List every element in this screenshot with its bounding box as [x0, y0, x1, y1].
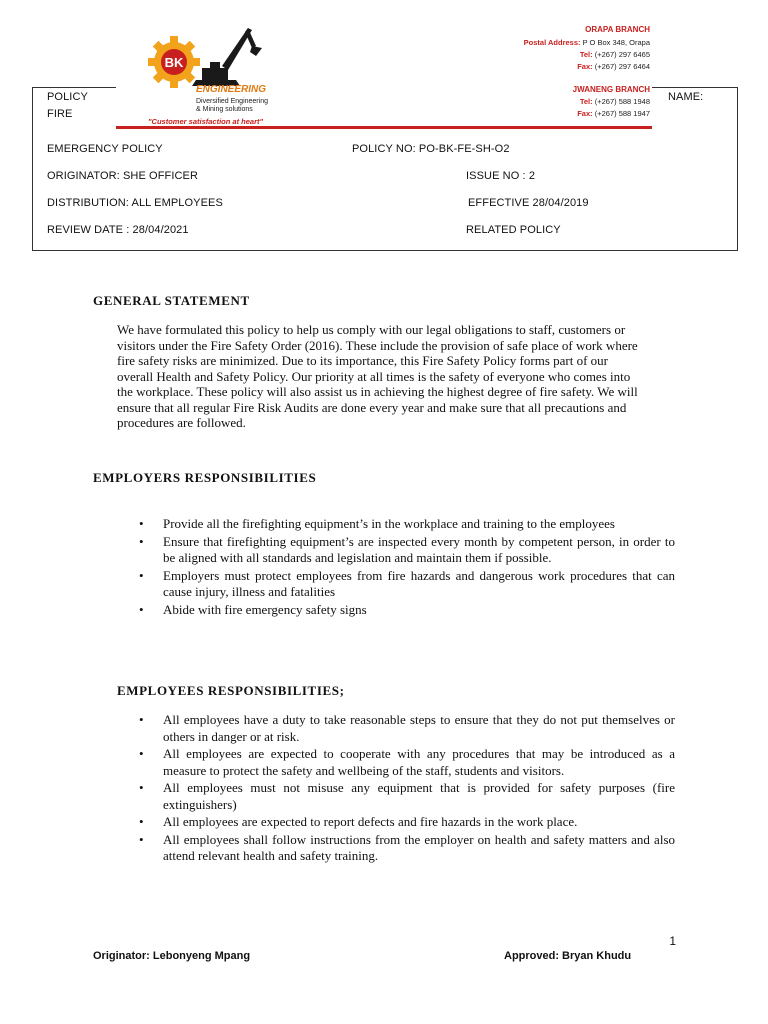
employers-list — [139, 516, 675, 619]
brand-slogan: "Customer satisfaction at heart" — [148, 117, 264, 126]
excavator-icon — [192, 28, 262, 86]
list-item: • All employees must not misuse any equipment that is provided for safety purposes (fire extinguishers) — [139, 780, 675, 812]
name-label: NAME: — [668, 91, 704, 103]
orapa-branch-title: ORAPA BRANCH — [585, 25, 650, 34]
related-policy: RELATED POLICY — [466, 224, 561, 236]
brand-name: ENGINEERING — [196, 84, 267, 95]
emergency-policy-label: EMERGENCY POLICY — [47, 143, 163, 155]
jwaneng-branch-title: JWANENG BRANCH — [572, 85, 650, 94]
brand-tagline-2: & Mining solutions — [196, 106, 253, 113]
list-item: • Provide all the firefighting equipment’s in the workplace and training to the employees — [139, 516, 615, 531]
general-statement-heading: GENERAL STATEMENT — [93, 293, 250, 308]
employers-heading: EMPLOYERS RESPONSIBILITIES — [93, 470, 317, 485]
list-item: • All employees shall follow instructions from the employer on health and safety matters and also attend relevant health and safety training. — [139, 831, 675, 863]
brand-tagline-1: Diversified Engineering — [196, 98, 268, 105]
fire-label: FIRE — [47, 108, 73, 120]
list-item: • Employers must protect employees from fire hazards and dangerous work procedures that can cause injury, illness and fatalities — [139, 567, 675, 599]
footer-approved: Approved: Bryan Khudu — [504, 950, 632, 962]
orapa-tel: Tel: (+267) 297 6465 — [579, 50, 650, 59]
orapa-fax: Fax: (+267) 297 6464 — [577, 62, 650, 71]
originator-field: ORIGINATOR: SHE OFFICER — [47, 170, 199, 182]
list-item: • All employees are expected to cooperate with any procedures that may be introduced as a measure to protect the safety and wellbeing of the staff, students and visitors. — [139, 746, 675, 778]
list-item: • Abide with fire emergency safety signs — [139, 601, 367, 617]
distribution-field: DISTRIBUTION: ALL EMPLOYEES — [47, 197, 223, 209]
policy-label: POLICY — [47, 91, 88, 103]
jwaneng-fax: Fax: (+267) 588 1947 — [577, 109, 650, 118]
effective-date: EFFECTIVE 28/04/2019 — [468, 197, 589, 209]
footer-originator: Originator: Lebonyeng Mpang — [93, 950, 251, 962]
list-item: • Ensure that firefighting equipment’s are inspected every month by competent person, in order to be aligned with all standards and legislation and maintain them if possible. — [139, 533, 675, 565]
review-date: REVIEW DATE : 28/04/2021 — [47, 224, 189, 236]
general-statement-paragraph: We have formulated this policy to help us comply with our legal obligations to staff, customers or visitors under the Fire Safety Order (2016). These include the provision of safe place of work where fire safety risks are minimized. Due to its importance, this Fire Safety Policy forms part of our overall Health and Safety Policy. Our priority at all times is the safety of everyone who comes into the workplace. These policy will also assist us in achieving the highest degree of fire safety. We will ensure that all regular Fire Risk Audits are done every year and make sure that all precautions and procedures are followed. — [117, 322, 638, 430]
jwaneng-tel: Tel: (+267) 588 1948 — [579, 97, 650, 106]
page-number: 1 — [669, 934, 676, 948]
orapa-postal: Postal Address: P O Box 348, Orapa — [523, 38, 650, 47]
employees-heading: EMPLOYEES RESPONSIBILITIES; — [117, 683, 345, 698]
logo-letters: BK — [164, 55, 184, 70]
employees-list — [139, 712, 675, 866]
list-item: • All employees have a duty to take reasonable steps to ensure that they do not put themselves or others in danger or at risk. — [139, 712, 675, 744]
issue-number: ISSUE NO : 2 — [466, 170, 536, 182]
letterhead-divider — [116, 126, 652, 129]
list-item: • All employees are expected to report defects and fire hazards in the work place. — [139, 814, 578, 829]
policy-number: POLICY NO: PO-BK-FE-SH-O2 — [352, 143, 510, 155]
